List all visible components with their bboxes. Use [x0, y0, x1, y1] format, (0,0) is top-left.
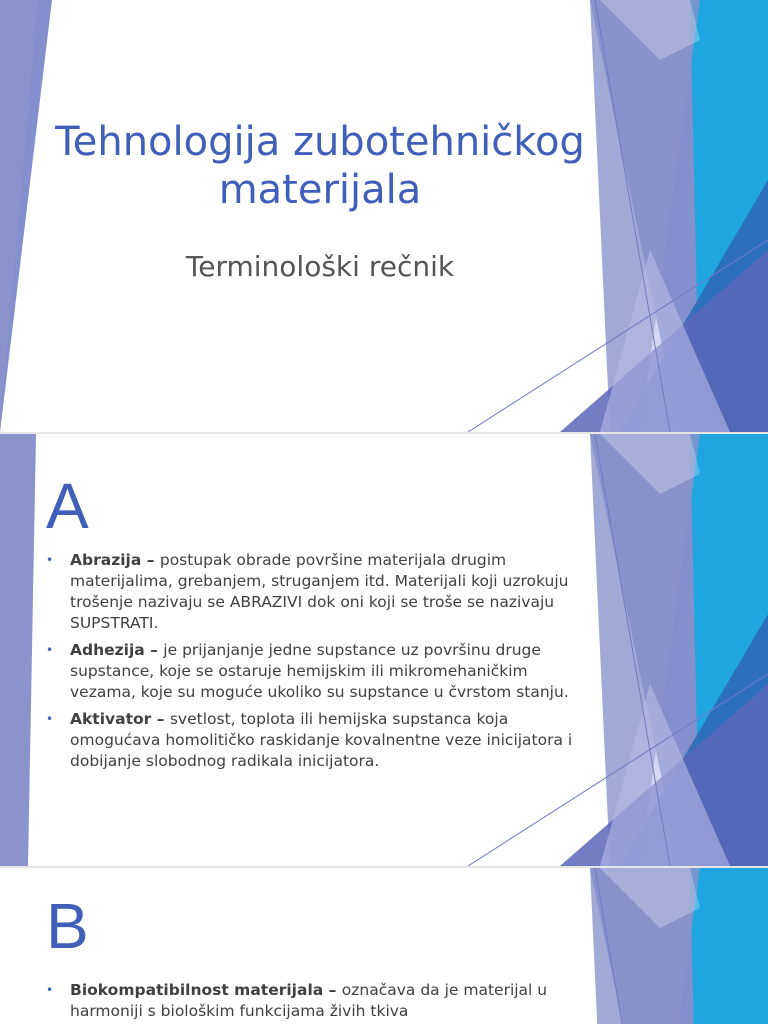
term-separator: – — [144, 641, 164, 659]
term: Adhezija — [70, 641, 145, 659]
bullet-icon: • — [46, 643, 54, 657]
list-item — [46, 640, 576, 703]
presentation-title: Tehnologija zubotehničkog materijala — [55, 119, 585, 213]
term: Biokompatibilnost materijala — [70, 981, 324, 999]
section-letter: A — [46, 470, 89, 542]
term: Aktivator — [70, 710, 152, 728]
list-item — [46, 709, 576, 772]
bullet-icon: • — [46, 983, 54, 997]
term-list — [46, 980, 576, 1024]
definition: postupak obrade površine materijala drugim materijalima, grebanjem, struganjem itd. Materijali koji uzrokuju trošenje nazivaju se ABRAZIVI dok oni koji se troše se nazivaju SUPSTRATI. — [70, 551, 569, 632]
definition: je prijanjanje jedne supstance uz površinu druge supstance, koje se ostaruje hemijskim ili mikromehaničkim vezama, koje su moguće ukoliko su supstance u čvrstom stanju. — [70, 641, 569, 701]
presentation-subtitle: Terminološki rečnik — [185, 250, 455, 283]
bullet-icon: • — [46, 712, 54, 726]
slide-decoration — [0, 0, 768, 432]
term-separator: – — [141, 551, 160, 569]
slide-letter-a — [0, 434, 768, 866]
definition: svetlost, toplota ili hemijska supstanca koja omogućava homolitičko raskidanje kovalnentne veze inicijatora i dobijanje slobodnog radikala inicijatora. — [70, 710, 573, 770]
bullet-icon: • — [46, 553, 54, 567]
list-item — [46, 980, 576, 1022]
term-list — [46, 550, 576, 778]
section-letter: B — [46, 890, 89, 962]
slide-title — [0, 0, 768, 432]
definition: označava da je materijal u harmoniji s biološkim funkcijama živih tkiva — [70, 981, 548, 1020]
term-separator: – — [151, 710, 170, 728]
list-item — [46, 550, 576, 634]
term: Abrazija — [70, 551, 142, 569]
slide-letter-b — [0, 868, 768, 1024]
term-separator: – — [323, 981, 342, 999]
